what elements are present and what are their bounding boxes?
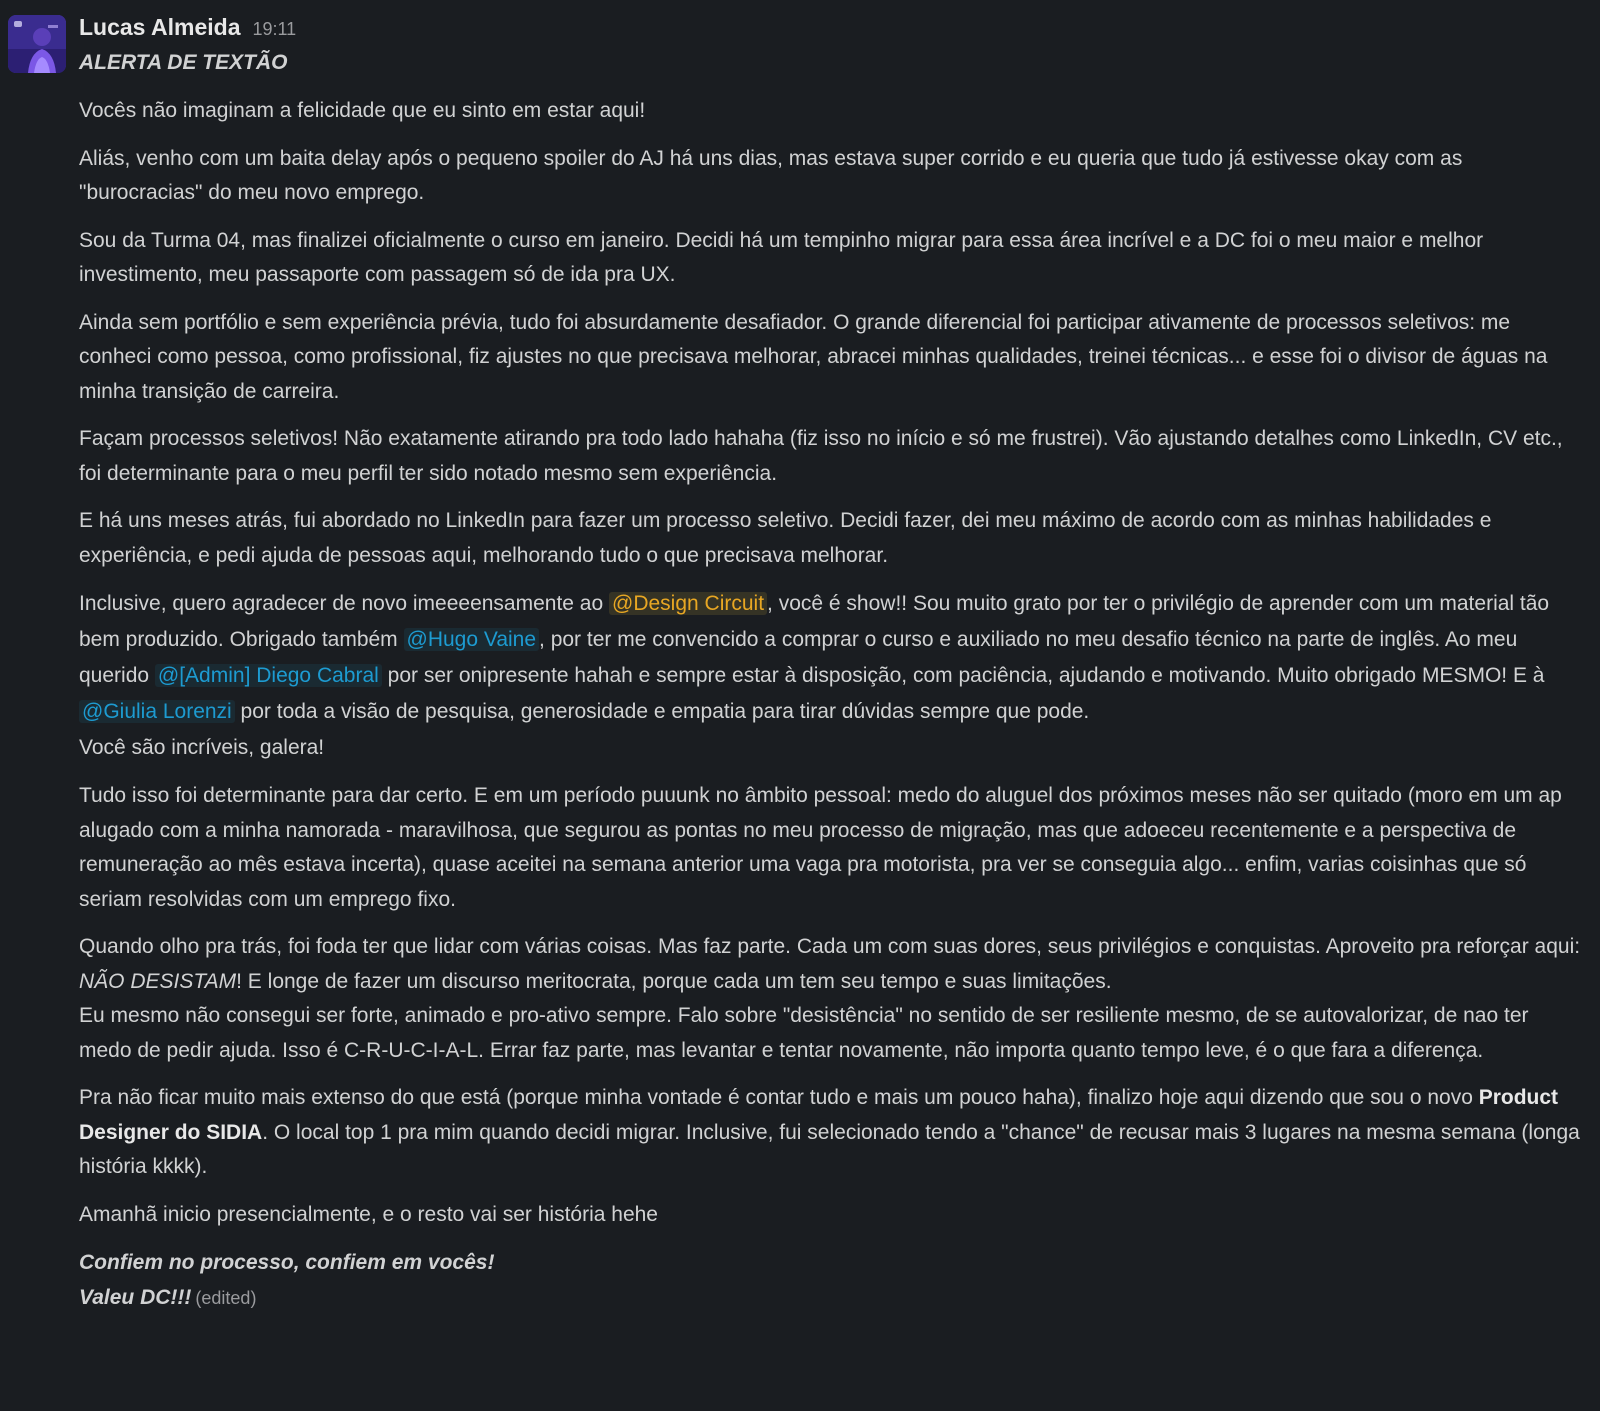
text-segment: . O local top 1 pra mim quando decidi migrar. Inclusive, fui selecionado tendo a "chance" de recusar mais 3 lugares na mesma semana (longa história kkkk). — [79, 1120, 1580, 1178]
mention-design-circuit[interactable]: @Design Circuit — [609, 592, 767, 615]
timestamp[interactable]: 19:11 — [252, 19, 297, 39]
text-line: Eu mesmo não consegui ser forte, animado e pro-ativo sempre. Falo sobre "desistência" no sentido de ser resiliente mesmo, de se autovalorizar, de nao ter medo de pedir ajuda. Isso é C-R-U-C-I-A-L. Errar faz parte, mas levantar e tentar novamente, não importa quanto tempo leve, é o que fara a diferença. — [79, 1004, 1529, 1062]
closing-line-1: Confiem no processo, confiem em vocês! — [79, 1251, 495, 1274]
text-segment: por ser onipresente hahah e sempre estar à disposição, com paciência, ajudando e motivando. Muito obrigado MESMO! E à — [381, 664, 1545, 687]
paragraph-11: Amanhã inicio presencialmente, e o resto vai ser história hehe — [79, 1202, 658, 1226]
mention-diego-cabral[interactable]: @[Admin] Diego Cabral — [155, 664, 382, 687]
avatar-image — [8, 15, 66, 73]
message-header — [79, 14, 1584, 44]
paragraph-9 — [79, 930, 1584, 1068]
mention-giulia-lorenzi[interactable]: @Giulia Lorenzi — [79, 700, 235, 723]
mention-hugo-vaine[interactable]: @Hugo Vaine — [404, 628, 540, 651]
edited-label: (edited) — [195, 1288, 257, 1308]
paragraph-8: Tudo isso foi determinante para dar certo. E em um período puuunk no âmbito pessoal: medo do aluguel dos próximos meses não ser quitado (moro em um ap alugado com a minha namorada - maravilhosa, que segurou as pontas no meu processo de migração, mas que adoeceu recentemente e a perspectiva de remuneração ao mês estava incerta), quase aceitei na semana anterior uma vaga pra motorista, pra ver se conseguia algo... enfim, varias coisinhas que só seriam resolvidas com um emprego fixo. — [79, 784, 1562, 911]
paragraph-10 — [79, 1081, 1584, 1185]
paragraph-3: Sou da Turma 04, mas finalizei oficialmente o curso em janeiro. Decidi há um tempinho migrar para essa área incrível e a DC foi o meu maior e melhor investimento, meu passaporte com passagem só de ida pra UX. — [79, 228, 1484, 286]
text-segment: , por ter me convencido a comprar o curso e auxiliado no meu desafio técnico na parte de inglês. Ao meu querido — [79, 628, 1518, 687]
text-segment: por toda a visão de pesquisa, generosidade e empatia para tirar dúvidas sempre que pode. — [234, 700, 1090, 723]
paragraph-1: Vocês não imaginam a felicidade que eu sinto em estar aqui! — [79, 99, 646, 122]
paragraph-thanks — [79, 586, 1584, 766]
avatar[interactable] — [8, 15, 66, 73]
paragraph-6: E há uns meses atrás, fui abordado no LinkedIn para fazer um processo seletivo. Decidi fazer, dei meu máximo de acordo com as minhas habilidades e experiência, e pedi ajuda de pessoas aqui, melhorando tudo o que precisava melhorar. — [79, 509, 1492, 567]
paragraph-2: Aliás, venho com um baita delay após o pequeno spoiler do AJ há uns dias, mas estava super corrido e eu queria que tudo já estivesse okay com as "burocracias" do meu novo emprego. — [79, 146, 1463, 204]
text-segment: ! E longe de fazer um discurso meritocrata, porque cada um tem seu tempo e suas limitações. — [236, 969, 1112, 993]
text-segment: Pra não ficar muito mais extenso do que está (porque minha vontade é contar tudo e mais um pouco haha), finalizo hoje aqui dizendo que sou o novo — [79, 1086, 1479, 1109]
message-title: ALERTA DE TEXTÃO — [79, 51, 288, 74]
closing-text: Valeu DC!!! — [79, 1286, 192, 1309]
text-segment: Quando olho pra trás, foi foda ter que lidar com várias coisas. Mas faz parte. Cada um com suas dores, seus privilégios e conquistas. Aproveito pra reforçar aqui: — [79, 935, 1581, 958]
text-segment: Inclusive, quero agradecer de novo imeeeensamente ao — [79, 592, 610, 615]
text-line: Você são incríveis, galera! — [79, 736, 325, 759]
text-segment: , você é show!! Sou muito grato por ter o privilégio de aprender com um material tão bem produzido. Obrigado também — [79, 592, 1550, 651]
bold-text: Product Designer do SIDIA — [79, 1086, 1559, 1144]
message-content — [79, 14, 1584, 1316]
paragraph-4: Ainda sem portfólio e sem experiência prévia, tudo foi absurdamente desafiador. O grande diferencial foi participar ativamente de processos seletivos: me conheci como pessoa, como profissional, fiz ajustes no que precisava melhorar, abracei minhas qualidades, treinei técnicas... e esse foi o divisor de águas na minha transição de carreira. — [79, 310, 1548, 403]
author-name[interactable]: Lucas Almeida — [79, 14, 241, 40]
emphasis-text: NÃO DESISTAM — [79, 969, 237, 993]
closing-line-2 — [79, 1280, 1584, 1316]
paragraph-5: Façam processos seletivos! Não exatamente atirando pra todo lado hahaha (fiz isso no início e só me frustrei). Vão ajustando detalhes como LinkedIn, CV etc., foi determinante para o meu perfil ter sido notado mesmo sem experiência. — [79, 427, 1563, 485]
